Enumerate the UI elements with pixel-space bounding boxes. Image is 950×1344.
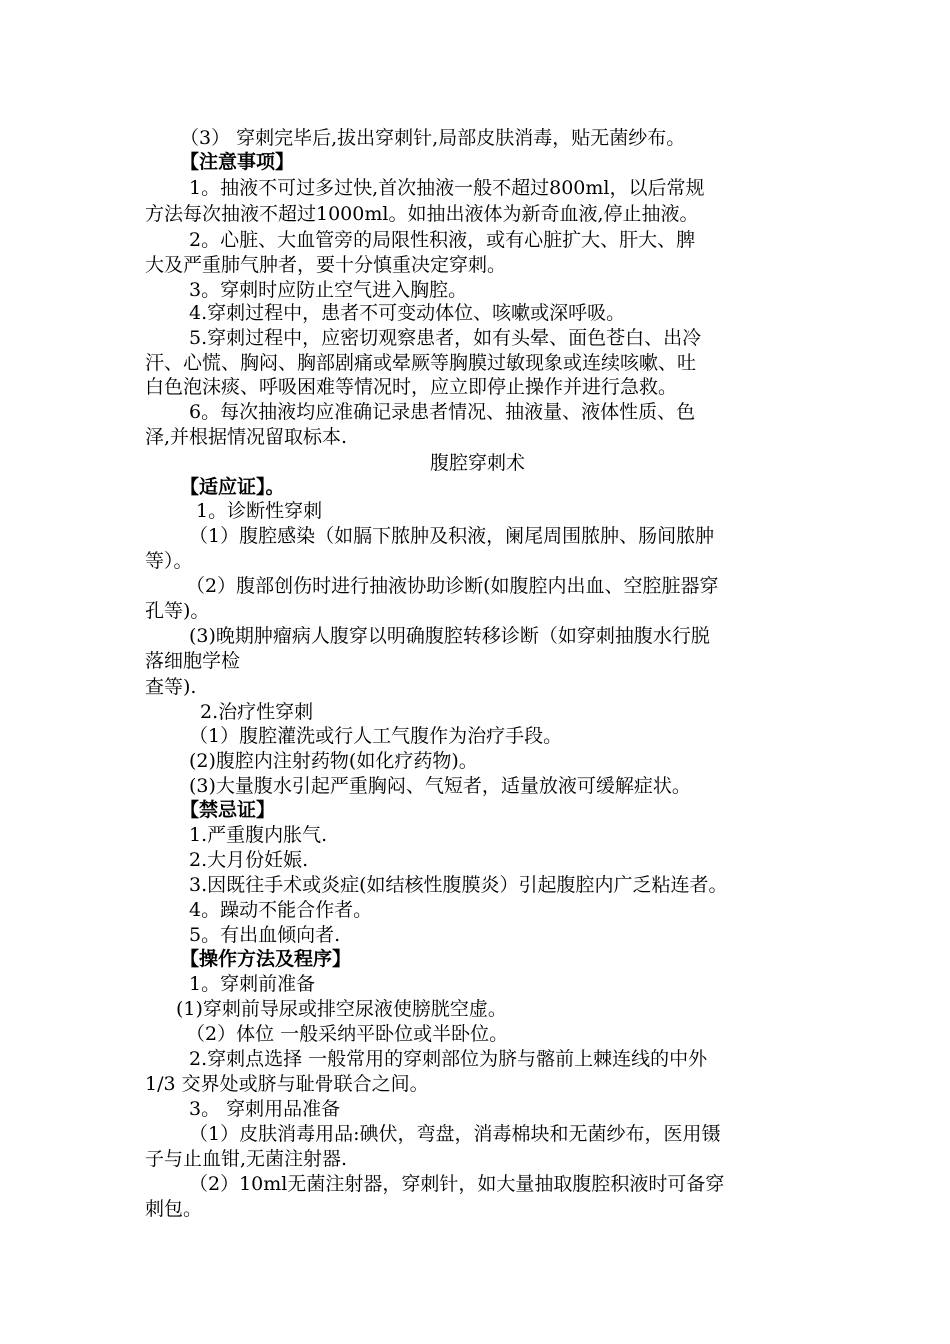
section-heading-procedure: 【操作方法及程序】 bbox=[180, 948, 352, 970]
paragraph-line: 孔等)。 bbox=[145, 600, 210, 622]
paragraph-line: 1/3 交界处或脐与耻骨联合之间。 bbox=[145, 1073, 429, 1095]
paragraph-line: （2）10ml无菌注射器，穿刺针，如大量抽取腹腔积液时可备穿 bbox=[189, 1173, 725, 1195]
paragraph-line: 子与止血钳,无菌注射器. bbox=[145, 1148, 348, 1170]
paragraph-line: 2。心脏、大血管旁的局限性积液，或有心脏扩大、肝大、脾 bbox=[189, 229, 696, 251]
paragraph-line: 2.治疗性穿刺 bbox=[200, 701, 314, 723]
paragraph-line: 1。诊断性穿刺 bbox=[196, 500, 323, 522]
paragraph-line: (1)穿刺前导尿或排空尿液使膀胱空虚。 bbox=[176, 998, 507, 1020]
paragraph-line: 刺包。 bbox=[145, 1198, 203, 1220]
paragraph-line: (2)腹腔内注射药物(如化疗药物)。 bbox=[189, 750, 478, 772]
paragraph-line: 落细胞学检 bbox=[145, 650, 241, 672]
paragraph-line: (3)晚期肿瘤病人腹穿以明确腹腔转移诊断（如穿刺抽腹水行脱 bbox=[189, 625, 710, 647]
paragraph-line: （1）皮肤消毒用品:碘伏，弯盘，消毒棉块和无菌纱布，医用镊 bbox=[189, 1123, 721, 1145]
paragraph-line: （2）体位 一般采纳平卧位或半卧位。 bbox=[186, 1023, 509, 1045]
paragraph-line: 3.因既往手术或炎症(如结核性腹膜炎）引起腹腔内广乏粘连者。 bbox=[189, 874, 728, 896]
paragraph-line: （3） 穿刺完毕后,拔出穿刺针,局部皮肤消毒，贴无菌纱布。 bbox=[180, 127, 686, 149]
section-heading-contraindications: 【禁忌证】 bbox=[180, 799, 276, 821]
paragraph-line: 3。穿刺时应防止空气进入胸腔。 bbox=[189, 279, 468, 301]
paragraph-line: 4。躁动不能合作者。 bbox=[189, 899, 373, 921]
paragraph-line: 5。有出血倾向者. bbox=[189, 924, 341, 946]
paragraph-line: 1。抽液不可过多过快,首次抽液一般不超过800ml，以后常规 bbox=[189, 177, 705, 199]
paragraph-line: （1）腹腔灌洗或行人工气腹作为治疗手段。 bbox=[189, 725, 563, 747]
section-heading-precautions: 【注意事项】 bbox=[180, 151, 295, 173]
paragraph-line: （1）腹腔感染（如膈下脓肿及积液，阑尾周围脓肿、肠间脓肿 bbox=[189, 525, 715, 547]
section-title-abdominal-paracentesis: 腹腔穿刺术 bbox=[430, 452, 526, 474]
paragraph-line: 5.穿刺过程中，应密切观察患者，如有头晕、面色苍白、出冷 bbox=[189, 327, 702, 349]
paragraph-line: 2.穿刺点选择 一般常用的穿刺部位为脐与髂前上棘连线的中外 bbox=[189, 1048, 708, 1070]
paragraph-line: 方法每次抽液不超过1000ml。如抽出液体为新奇血液,停止抽液。 bbox=[145, 203, 699, 225]
section-heading-indications: 【适应证】。 bbox=[180, 476, 285, 498]
paragraph-line: (3)大量腹水引起严重胸闷、气短者，适量放液可缓解症状。 bbox=[189, 775, 691, 797]
paragraph-line: 白色泡沫痰、呼吸困难等情况时，应立即停止操作并进行急救。 bbox=[145, 376, 678, 398]
paragraph-line: 泽,并根据情况留取标本. bbox=[145, 426, 348, 448]
paragraph-line: 2.大月份妊娠. bbox=[189, 849, 309, 871]
paragraph-line: 汗、心慌、胸闷、胸部剧痛或晕厥等胸膜过敏现象或连续咳嗽、吐 bbox=[145, 352, 697, 374]
paragraph-line: 4.穿刺过程中，患者不可变动体位、咳嗽或深呼吸。 bbox=[189, 302, 626, 324]
paragraph-line: 等）。 bbox=[145, 550, 193, 572]
paragraph-line: （2）腹部创伤时进行抽液协助诊断(如腹腔内出血、空腔脏器穿 bbox=[186, 575, 719, 597]
paragraph-line: 查等). bbox=[145, 676, 197, 698]
paragraph-line: 6。每次抽液均应准确记录患者情况、抽液量、液体性质、色 bbox=[189, 401, 696, 423]
paragraph-line: 1.严重腹内胀气. bbox=[189, 824, 328, 846]
paragraph-line: 大及严重肺气肿者，要十分慎重决定穿刺。 bbox=[145, 254, 507, 276]
paragraph-line: 3。 穿刺用品准备 bbox=[189, 1098, 341, 1120]
paragraph-line: 1。穿刺前准备 bbox=[189, 973, 316, 995]
